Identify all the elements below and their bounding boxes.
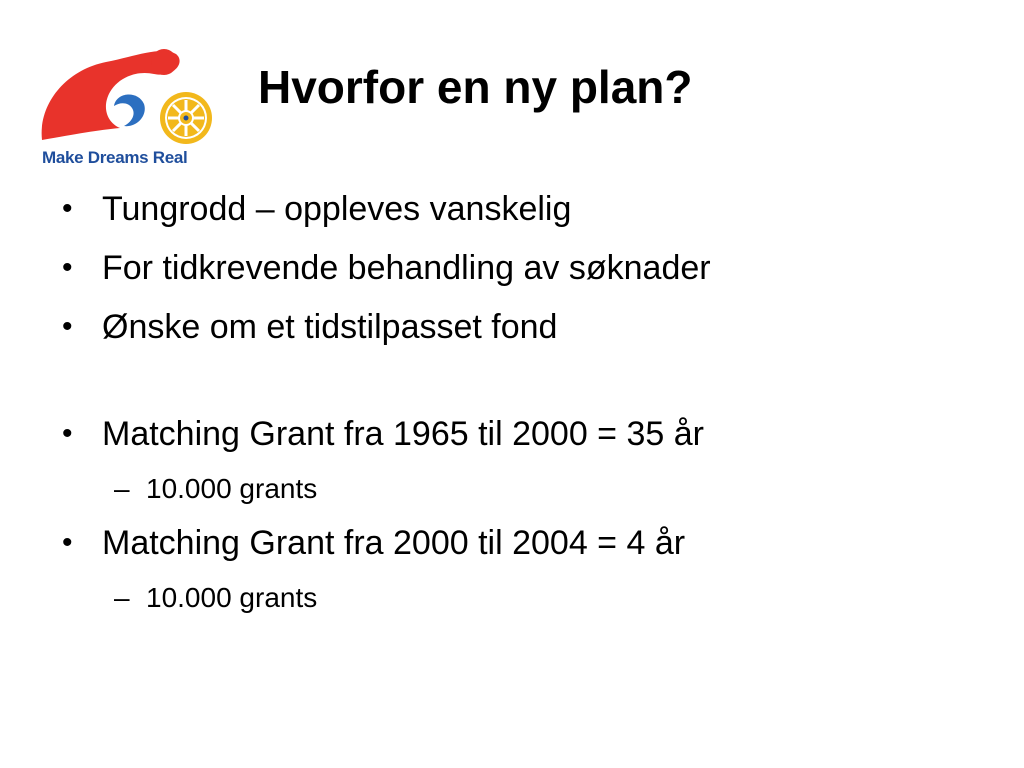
make-dreams-real-logo <box>36 44 216 174</box>
bullet-marker: • <box>62 251 73 284</box>
bullet-marker: • <box>62 417 73 450</box>
bullet-item <box>60 519 1000 567</box>
bullet-item <box>60 303 1000 351</box>
bullet-marker: • <box>62 310 73 343</box>
bullet-text: Matching Grant fra 2000 til 2004 = 4 år <box>102 524 686 562</box>
logo-text: Make Dreams Real <box>42 148 188 167</box>
bullet-text: For tidkrevende behandling av søknader <box>102 249 711 287</box>
bullet-item <box>60 410 1000 458</box>
dash-marker: – <box>114 582 130 613</box>
sub-bullet-item <box>60 578 1000 618</box>
sub-bullet-text: 10.000 grants <box>146 582 318 613</box>
slide-title: Hvorfor en ny plan? <box>258 61 693 113</box>
rotary-wheel-icon <box>160 92 212 144</box>
logo-graphic <box>36 44 216 154</box>
sub-bullet-text: 10.000 grants <box>146 473 318 504</box>
bullet-text: Matching Grant fra 1965 til 2000 = 35 år <box>102 415 704 453</box>
bullet-item <box>60 185 1000 233</box>
bullet-item <box>60 244 1000 292</box>
sub-bullet-item <box>60 469 1000 509</box>
bullet-marker: • <box>62 192 73 225</box>
bullet-marker: • <box>62 526 73 559</box>
red-ball-shape <box>151 49 177 75</box>
bullet-text: Ønske om et tidstilpasset fond <box>102 308 558 346</box>
bullet-list <box>60 185 1000 628</box>
spacer <box>60 362 1000 410</box>
bullet-text: Tungrodd – oppleves vanskelig <box>102 190 572 228</box>
dash-marker: – <box>114 473 130 504</box>
